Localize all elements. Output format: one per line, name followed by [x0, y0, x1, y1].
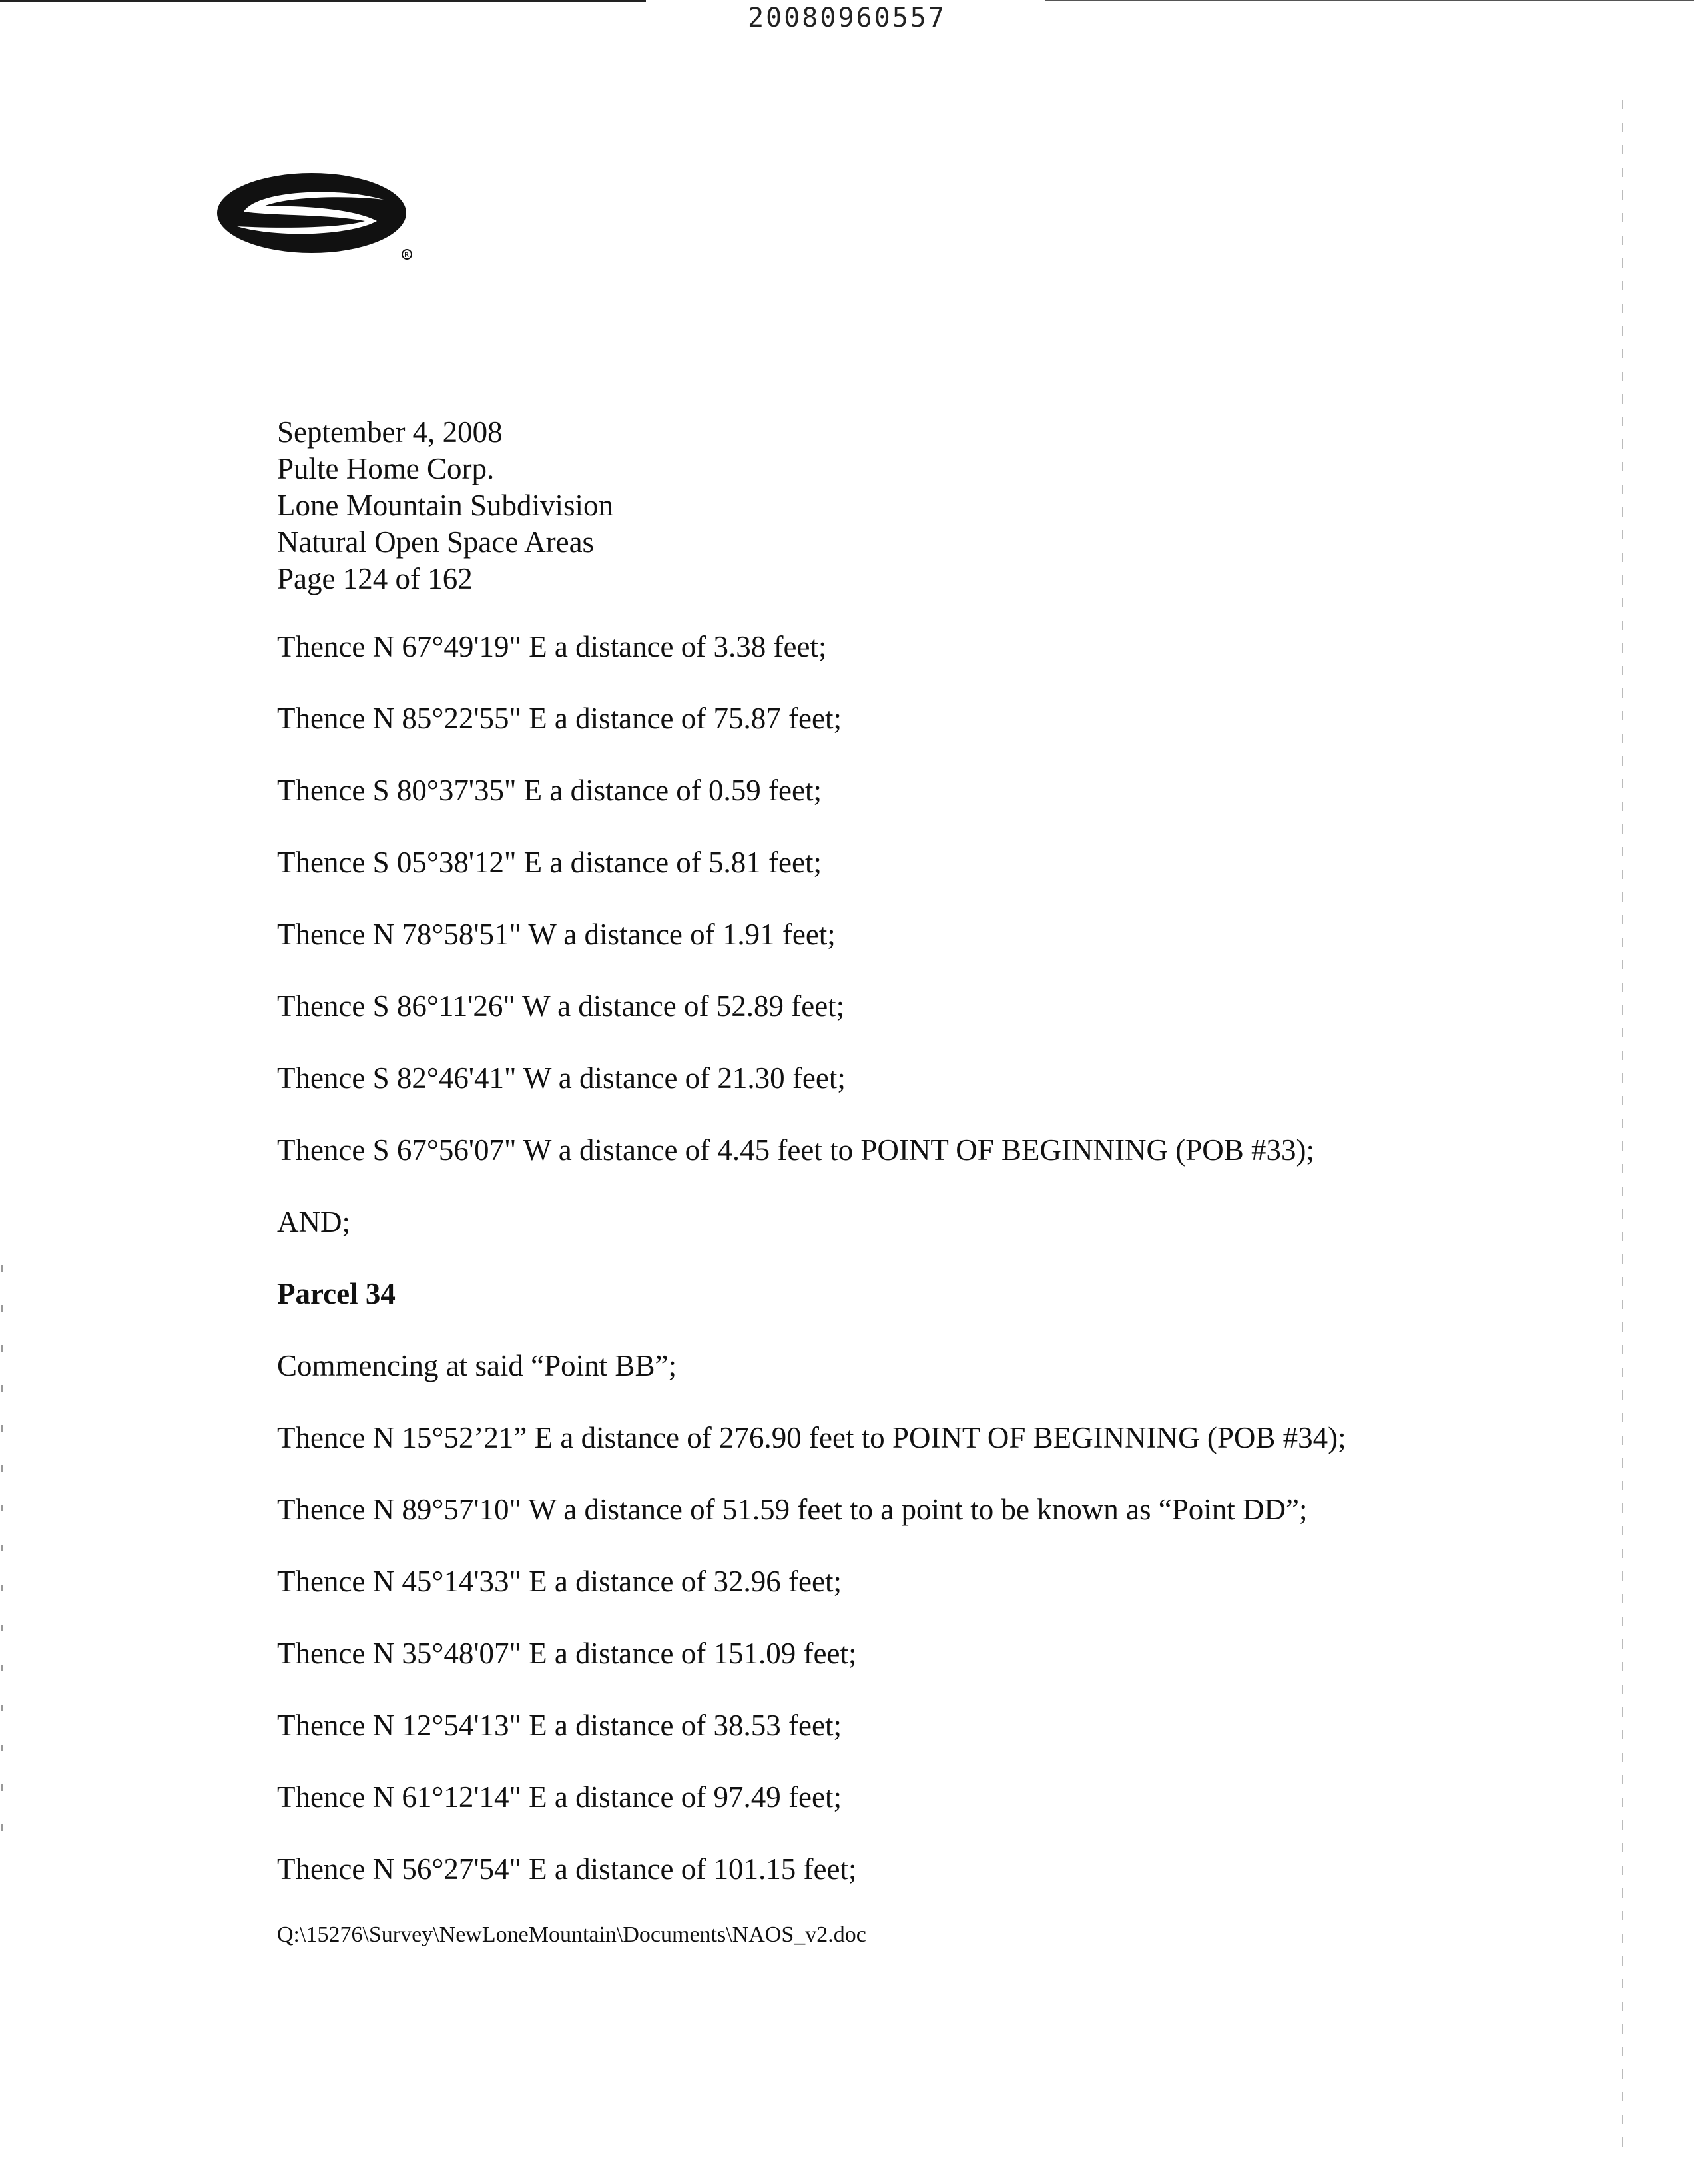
scan-top-rule-right [1045, 0, 1694, 1]
course-line: Thence N 35°48'07" E a distance of 151.09 feet; [277, 1637, 857, 1670]
parcel-heading: Parcel 34 [277, 1277, 396, 1310]
course-line: Thence S 82°46'41" W a distance of 21.30 feet; [277, 1061, 846, 1095]
course-line: Thence S 80°37'35" E a distance of 0.59 feet; [277, 774, 822, 807]
course-line: Thence S 67°56'07" W a distance of 4.45 feet to POINT OF BEGINNING (POB #33); [277, 1133, 1315, 1167]
course-line: Thence N 89°57'10" W a distance of 51.59 feet to a point to be known as “Point DD”; [277, 1493, 1308, 1526]
svg-text:R: R [404, 252, 409, 259]
conjunction-and: AND; [277, 1205, 350, 1238]
course-line: Thence S 05°38'12" E a distance of 5.81 feet; [277, 846, 822, 879]
course-line: Thence N 61°12'14" E a distance of 97.49 feet; [277, 1780, 842, 1814]
page-number: Page 124 of 162 [277, 562, 473, 595]
letter-area: Natural Open Space Areas [277, 525, 595, 559]
course-line: Thence N 45°14'33" E a distance of 32.96 feet; [277, 1565, 842, 1598]
letter-company: Pulte Home Corp. [277, 452, 495, 485]
course-line: Thence N 56°27'54" E a distance of 101.15 feet; [277, 1852, 857, 1886]
document-body [277, 414, 1542, 1888]
letter-subdivision: Lone Mountain Subdivision [277, 489, 613, 522]
commencing-line: Commencing at said “Point BB”; [277, 1349, 677, 1382]
scan-edge-right [1622, 100, 1623, 2151]
course-line: Thence N 85°22'55" E a distance of 75.87 feet; [277, 702, 842, 735]
course-line: Thence N 12°54'13" E a distance of 38.53 feet; [277, 1709, 842, 1742]
scan-top-rule-left [0, 0, 646, 2]
course-line: Thence S 86°11'26" W a distance of 52.89 feet; [277, 989, 845, 1023]
letter-date: September 4, 2008 [277, 415, 503, 449]
course-line: Thence N 15°52’21” E a distance of 276.90 feet to POINT OF BEGINNING (POB #34); [277, 1421, 1346, 1454]
document-number: 20080960557 [748, 3, 946, 33]
scan-edge-left [1, 1265, 3, 1864]
footer-file-path: Q:\15276\Survey\NewLoneMountain\Documents\NAOS_v2.doc [277, 1922, 866, 1947]
course-line: Thence N 78°58'51" W a distance of 1.91 feet; [277, 918, 836, 951]
course-line: Thence N 67°49'19" E a distance of 3.38 feet; [277, 630, 827, 663]
company-logo-s-icon [217, 172, 417, 261]
